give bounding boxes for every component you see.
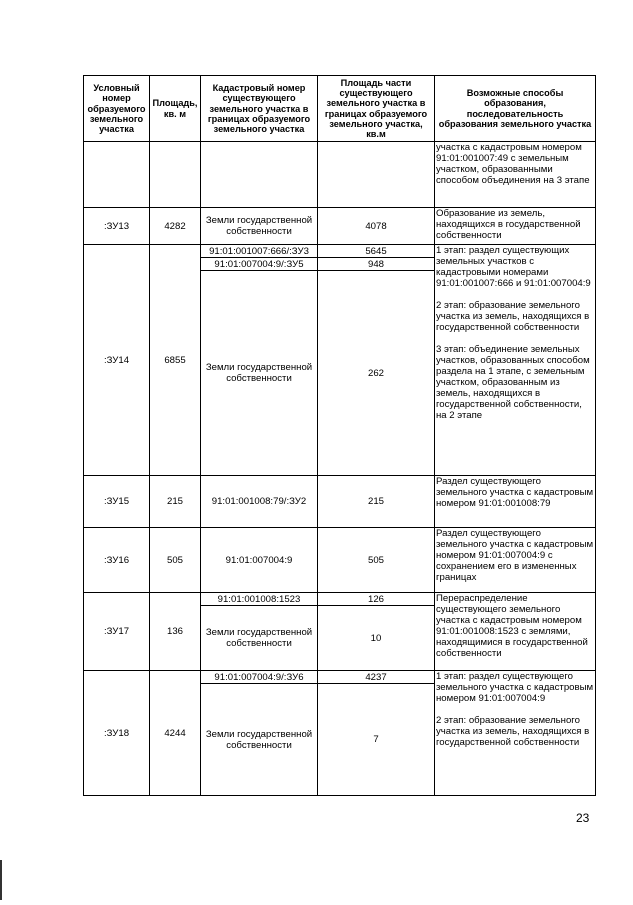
area-cell: 4282 <box>150 208 201 245</box>
area-cell <box>150 142 201 208</box>
cadastral-cell: 91:01:007004:9/:ЗУ6 <box>201 671 318 684</box>
area-cell: 215 <box>150 476 201 528</box>
table-row <box>84 245 596 258</box>
part-area-cell: 7 <box>318 684 435 796</box>
table-row <box>84 142 596 208</box>
method-cell: 1 этап: раздел существующего земельного участка с кадастровым номером 91:01:007004:9 2 этап: образование земельного участка из земель, находящихся в государственной собственности <box>435 671 596 796</box>
header-area: Площадь, кв. м <box>150 76 201 142</box>
area-cell: 136 <box>150 593 201 671</box>
cadastral-cell: Земли государственной собственности <box>201 606 318 671</box>
table-row <box>84 476 596 528</box>
method-cell: Раздел существующего земельного участка с кадастровым номером 91:01:001008:79 <box>435 476 596 528</box>
header-cadastral-number: Кадастровый номер существующего земельного участка в границах образуемого земельного участка <box>201 76 318 142</box>
scan-edge-mark <box>0 860 2 900</box>
table-row <box>84 593 596 606</box>
cadastral-cell: 91:01:007004:9 <box>201 528 318 593</box>
method-cell: Перераспределение существующего земельного участка с кадастровым номером 91:01:001008:1523 с землями, находящимися в государственной собственности <box>435 593 596 671</box>
part-area-cell: 5645 <box>318 245 435 258</box>
cadastral-cell <box>201 142 318 208</box>
cadastral-cell: 91:01:001008:79/:ЗУ2 <box>201 476 318 528</box>
header-formation-method: Возможные способы образования, последовательность образования земельного участка <box>435 76 596 142</box>
cadastral-cell: Земли государственной собственности <box>201 684 318 796</box>
part-area-cell <box>318 142 435 208</box>
plot-number-cell: :ЗУ17 <box>84 593 150 671</box>
plot-number-cell: :ЗУ13 <box>84 208 150 245</box>
part-area-cell: 215 <box>318 476 435 528</box>
table-row <box>84 528 596 593</box>
area-cell: 505 <box>150 528 201 593</box>
cadastral-cell: Земли государственной собственности <box>201 208 318 245</box>
land-plots-table <box>83 75 596 796</box>
method-cell: Раздел существующего земельного участка с кадастровым номером 91:01:007004:9 с сохранением его в измененных границах <box>435 528 596 593</box>
part-area-cell: 262 <box>318 271 435 476</box>
plot-number-cell: :ЗУ16 <box>84 528 150 593</box>
area-cell: 6855 <box>150 245 201 476</box>
method-cell: 1 этап: раздел существующих земельных участков с кадастровыми номерами 91:01:001007:666 и 91:01:007004:9 2 этап: образование земельного участка из земель, находящихся в государственной собственности 3 этап: объединение земельных участков, образованных способом раздела на 1 этапе, с земельным участком, образованным из земель, находящихся в государственной собственности, на 2 этапе <box>435 245 596 476</box>
method-cell: участка с кадастровым номером 91:01:001007:49 с земельным участком, образованными способом объединения на 3 этапе <box>435 142 596 208</box>
part-area-cell: 4237 <box>318 671 435 684</box>
cadastral-cell: 91:01:001008:1523 <box>201 593 318 606</box>
table-row <box>84 671 596 684</box>
method-cell: Образование из земель, находящихся в государственной собственности <box>435 208 596 245</box>
part-area-cell: 126 <box>318 593 435 606</box>
cadastral-cell: 91:01:007004:9/:ЗУ5 <box>201 258 318 271</box>
part-area-cell: 948 <box>318 258 435 271</box>
cadastral-cell: 91:01:001007:666/:ЗУ3 <box>201 245 318 258</box>
page-number: 23 <box>576 811 590 825</box>
area-cell: 4244 <box>150 671 201 796</box>
plot-number-cell: :ЗУ15 <box>84 476 150 528</box>
part-area-cell: 4078 <box>318 208 435 245</box>
part-area-cell: 10 <box>318 606 435 671</box>
table-row <box>84 208 596 245</box>
header-plot-number: Условный номер образуемого земельного участка <box>84 76 150 142</box>
plot-number-cell: :ЗУ14 <box>84 245 150 476</box>
plot-number-cell <box>84 142 150 208</box>
part-area-cell: 505 <box>318 528 435 593</box>
plot-number-cell: :ЗУ18 <box>84 671 150 796</box>
header-row <box>84 76 596 142</box>
header-part-area: Площадь части существующего земельного участка в границах образуемого земельного участка, кв.м <box>318 76 435 142</box>
cadastral-cell: Земли государственной собственности <box>201 271 318 476</box>
